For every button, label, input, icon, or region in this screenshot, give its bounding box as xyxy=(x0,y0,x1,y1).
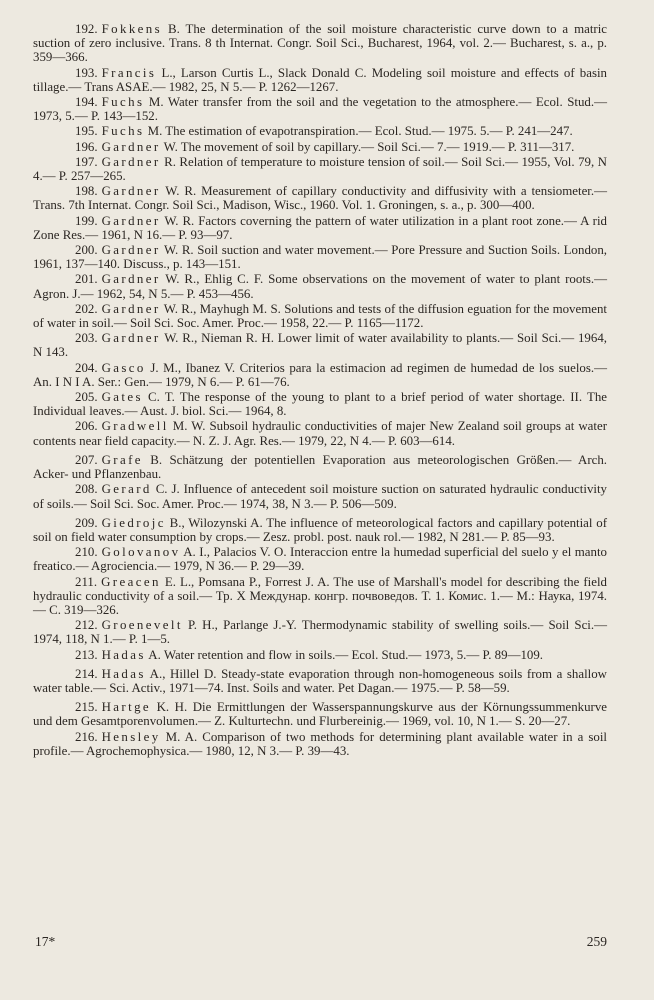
reference-author: Gradwell xyxy=(101,419,169,434)
reference-author: Hensley xyxy=(101,729,161,744)
reference-entry xyxy=(33,272,607,300)
reference-number: 203. xyxy=(75,331,98,346)
reference-text: W. R., Ehlig C. F. Some observations on the movement of water to plant roots.— Agron. J.— 1962, 54, N 5.— P. 453—456. xyxy=(33,272,607,301)
reference-list xyxy=(33,22,607,759)
reference-entry xyxy=(33,575,607,618)
reference-number: 208. xyxy=(75,482,98,497)
reference-author: Gardner xyxy=(101,243,161,258)
reference-number: 194. xyxy=(75,95,98,110)
reference-number: 202. xyxy=(75,301,98,316)
reference-entry xyxy=(33,482,607,510)
reference-entry xyxy=(33,331,607,359)
reference-number: 204. xyxy=(75,360,98,375)
reference-author: Gardner xyxy=(101,301,161,316)
reference-number: 201. xyxy=(75,272,98,287)
reference-author: Gardner xyxy=(101,331,161,346)
reference-text: W. R. Soil suction and water movement.— Pore Pressure and Suction Soils. London, 1961, 137—140. Discuss., p. 143—151. xyxy=(33,243,607,272)
reference-number: 206. xyxy=(75,419,98,434)
reference-author: Giedrojc xyxy=(101,515,166,530)
reference-entry xyxy=(33,66,607,94)
reference-author: Fuchs xyxy=(101,124,145,139)
reference-text: K. H. Die Ermittlungen der Wasserspannungskurve aus der Körnungssummenkurve und dem Gesamtporenvolumen.— Z. Kulturtechn. und Flurbereinig.— 1969, vol. 10, N 1.— S. 20—27. xyxy=(33,700,607,729)
reference-entry xyxy=(33,361,607,389)
reference-text: W. The movement of soil by capillary.— Soil Sci.— 7.— 1919.— P. 311—317. xyxy=(163,139,575,154)
reference-entry xyxy=(33,155,607,183)
reference-text: B., Wilozynski A. The influence of meteorological factors and capillary potential of soil on field water consumption by crops.— Zesz. probl. post. nauk rol.— 1982, N 281.— P. 85—93. xyxy=(33,515,607,544)
reference-author: Gardner xyxy=(101,184,161,199)
reference-author: Fuchs xyxy=(101,95,145,110)
reference-number: 207. xyxy=(75,452,98,467)
reference-author: Gardner xyxy=(101,154,161,169)
reference-text: W. R., Mayhugh M. S. Solutions and tests of the diffusion eguation for the movement of water in soil.— Soil Sci. Soc. Amer. Proc.— 1958, 22.— P. 1165—1172. xyxy=(33,301,607,331)
reference-text: L., Larson Curtis L., Slack Donald C. Modeling soil moisture and effects of basin tillage.— Trans ASAE.— 1982, 25, N 5.— P. 1262—1267. xyxy=(33,65,607,94)
reference-entry xyxy=(33,618,607,646)
reference-number: 209. xyxy=(75,515,98,530)
reference-entry xyxy=(33,184,607,212)
reference-text: B. The determination of the soil moisture characteristic curve down to a matric suction of zero inclusive. Trans. 8 th Internat. Congr. Soil Sci., Bucharest, 1964, vol. 2.— Bucharest, s. a., p. 359—366. xyxy=(33,22,607,65)
reference-text: R. Relation of temperature to moisture tension of soil.— Soil Sci.— 1955, Vol. 79, N 4.— P. 257—265. xyxy=(33,154,607,184)
reference-entry xyxy=(33,700,607,728)
reference-number: 215. xyxy=(75,700,98,715)
reference-author: Grafe xyxy=(101,452,143,467)
reference-text: M. W. Subsoil hydraulic conductivities of majer New Zealand soil groups at water contents near field capacity.— N. Z. J. Agr. Res.— 1979, 22, N 4.— P. 603—614. xyxy=(33,419,607,448)
reference-entry xyxy=(33,419,607,447)
reference-text: M. A. Comparison of two methods for determining plant available water in a soil profile.— Agrochemophysica.— 1980, 12, N 3.— P. 39—43. xyxy=(33,729,607,758)
reference-text: J. M., Ibanez V. Criterios para la estimacion ad regimen de humedad de los suelos.— An. I N I A. Ser.: Gen.— 1979, N 6.— P. 61—76. xyxy=(33,360,607,389)
reference-number: 200. xyxy=(75,243,98,258)
reference-author: Hartge xyxy=(101,700,152,715)
reference-entry xyxy=(33,648,607,662)
reference-text: W. R. Measurement of capillary conductivity and diffusivity with a tensiometer.— Trans. 7th Internat. Congr. Soil Sci., Madison, Wisc., 1960. Vol. 1. Groningen, s. a., p. 300—400. xyxy=(33,184,607,213)
reference-number: 212. xyxy=(75,618,98,633)
reference-number: 198. xyxy=(75,184,98,199)
reference-author: Groenevelt xyxy=(101,618,183,633)
reference-text: P. H., Parlange J.-Y. Thermodynamic stability of swelling soils.— Soil Sci.— 1974, 118, N 1.— P. 1—5. xyxy=(33,618,607,647)
reference-number: 195. xyxy=(75,124,98,139)
reference-author: Greacen xyxy=(101,574,161,589)
reference-number: 210. xyxy=(75,545,98,560)
reference-author: Gardner xyxy=(101,272,161,287)
reference-text: A. I., Palacios V. O. Interaccion entre la humedad superficial del suelo y el manto freatico.— Agrociencia.— 1979, N 36.— P. 29—39. xyxy=(33,545,607,574)
printer-signature-mark: 17* xyxy=(35,934,56,949)
reference-entry xyxy=(33,302,607,330)
reference-text: C. J. Influence of antecedent soil moisture suction on saturated hydraulic conductivity of soils.— Soil Sci. Soc. Amer. Proc.— 1974, 38, N 3.— P. 506—509. xyxy=(33,482,607,511)
reference-number: 192. xyxy=(75,22,98,36)
reference-number: 193. xyxy=(75,65,98,80)
page-number: 259 xyxy=(586,934,607,949)
reference-author: Hadas xyxy=(101,666,146,681)
reference-number: 214. xyxy=(75,666,98,681)
reference-text: W. R. Factors coverning the pattern of water utilization in a plant root zone.— A rid Zone Res.— 1961, N 16.— P. 93—97. xyxy=(33,213,608,242)
reference-text: E. L., Pomsana P., Forrest J. A. The use of Marshall's model for describing the field hydraulic conductivity of a soil.— Тр. X Междунар. конгр. почвоведов. Т. 1. Комис. 1.— М.: Наука, 1974.— С. 319—326. xyxy=(33,574,607,617)
reference-number: 213. xyxy=(75,647,98,662)
reference-text: M. Water transfer from the soil and the vegetation to the atmosphere.— Ecol. Stud.— 1973, 5.— P. 143—152. xyxy=(33,95,607,124)
reference-text: A., Hillel D. Steady-state evaporation through non-homogeneous soils from a shallow water table.— Sci. Activ., 1971—74. Inst. Soils and water. Pet Dagan.— 1975.— P. 58—59. xyxy=(33,666,607,695)
reference-author: Gerard xyxy=(101,482,152,497)
reference-number: 216. xyxy=(75,729,98,744)
reference-entry xyxy=(33,140,607,154)
reference-author: Gardner xyxy=(101,213,161,228)
reference-author: Fokkens xyxy=(101,22,163,36)
reference-entry xyxy=(33,124,607,138)
reference-text: W. R., Nieman R. H. Lower limit of water availability to plants.— Soil Sci.— 1964, N 143. xyxy=(33,331,607,360)
reference-entry xyxy=(33,22,607,65)
reference-entry xyxy=(33,243,607,271)
reference-entry xyxy=(33,545,607,573)
reference-number: 197. xyxy=(75,154,98,169)
reference-text: A. Water retention and flow in soils.— Ecol. Stud.— 1973, 5.— P. 89—109. xyxy=(148,647,544,662)
reference-text: B. Schätzung der potentiellen Evaporation aus meteorologischen Größen.— Arch. Acker- und Pflanzenbau. xyxy=(33,452,608,482)
reference-author: Francis xyxy=(101,65,157,80)
reference-entry xyxy=(33,390,607,418)
reference-entry xyxy=(33,95,607,123)
reference-author: Gasco xyxy=(101,360,146,375)
reference-entry xyxy=(33,214,607,242)
reference-entry xyxy=(33,667,607,695)
reference-number: 211. xyxy=(75,574,98,589)
reference-text: M. The estimation of evapotranspiration.— Ecol. Stud.— 1975. 5.— P. 241—247. xyxy=(147,124,573,139)
reference-number: 196. xyxy=(75,139,98,154)
reference-author: Hadas xyxy=(101,647,146,662)
reference-author: Gates xyxy=(101,390,143,405)
reference-entry xyxy=(33,516,607,544)
reference-author: Gardner xyxy=(101,139,161,154)
reference-entry xyxy=(33,730,607,758)
reference-entry xyxy=(33,453,607,481)
reference-author: Golovanov xyxy=(101,545,181,560)
reference-number: 205. xyxy=(75,390,98,405)
reference-text: C. T. The response of the young to plant to a brief period of water shortage. II. The Individual leaves.— Aust. J. biol. Sci.— 1964, 8. xyxy=(33,390,607,419)
reference-number: 199. xyxy=(75,213,98,228)
